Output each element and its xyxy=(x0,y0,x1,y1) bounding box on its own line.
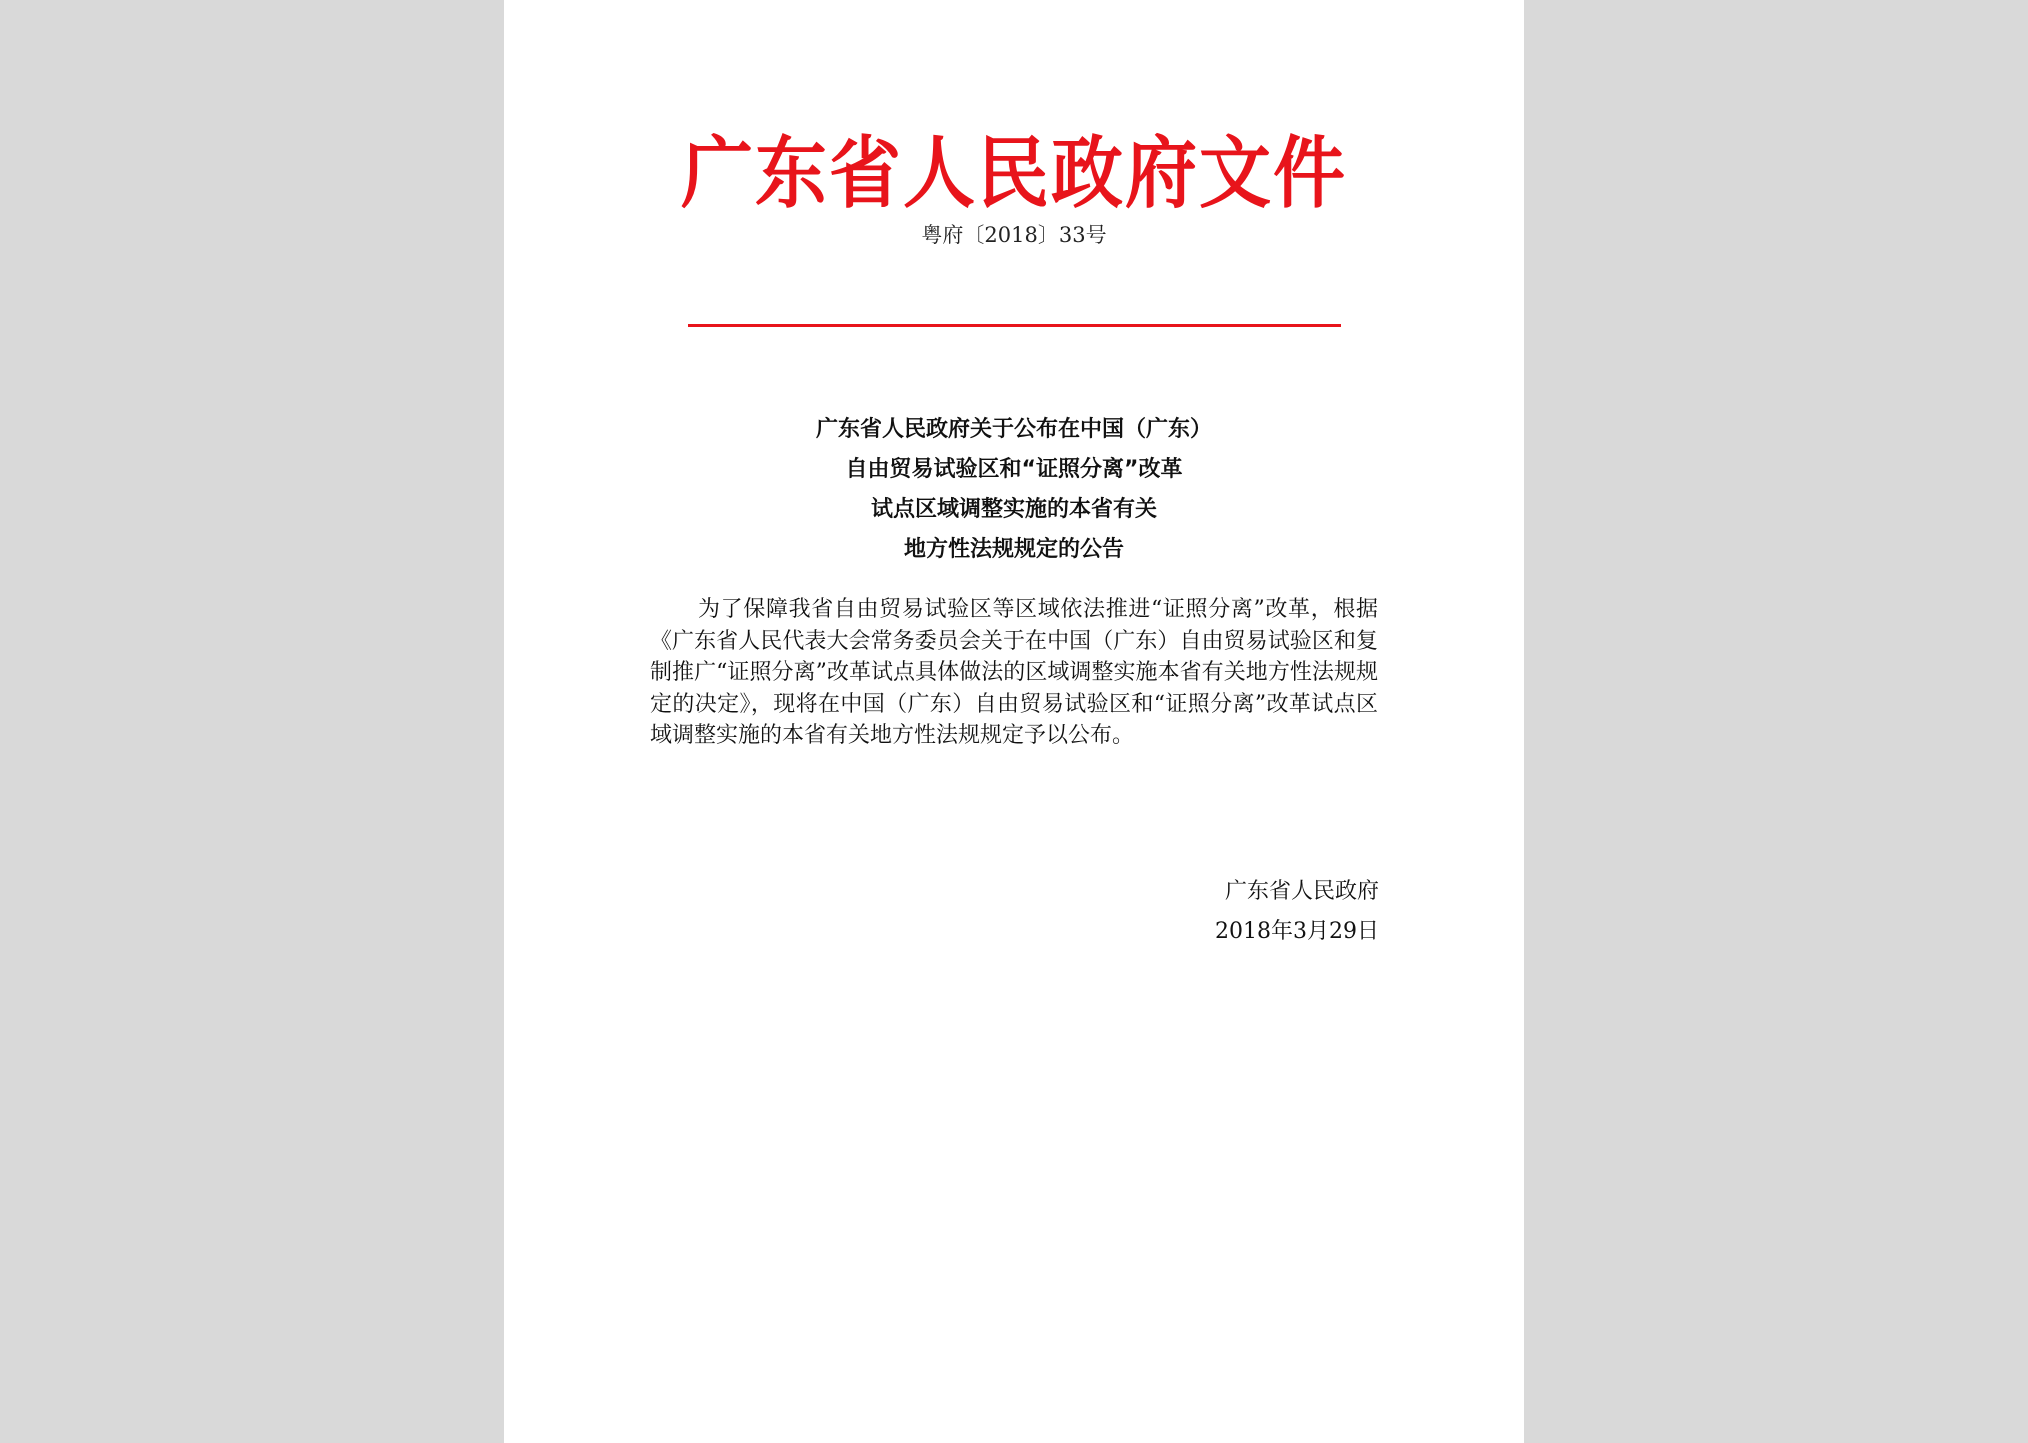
title-line: 广东省人民政府关于公布在中国（广东） xyxy=(815,417,1212,442)
issue-date: 2018年3月29日 xyxy=(1215,919,1379,944)
document-number: 粤府〔2018〕33号 xyxy=(921,223,1107,247)
title-line: 试点区域调整实施的本省有关 xyxy=(870,497,1157,522)
signature-block xyxy=(1215,872,1379,952)
document-page xyxy=(504,0,1524,1443)
document-masthead: 广东省人民政府文件 xyxy=(680,127,1347,219)
title-line: 自由贸易试验区和“证照分离”改革 xyxy=(845,457,1183,482)
body-paragraph: 为了保障我省自由贸易试验区等区域依法推进“证照分离”改革，根据《广东省人民代表大会常务委员会关于在中国（广东）自由贸易试验区和复制推广“证照分离”改革试点具体做法的区域调整实施本省有关地方性法规规定的决定》，现将在中国（广东）自由贸易试验区和“证照分离”改革试点区域调整实施的本省有关地方性法规规定予以公布。 xyxy=(650,597,1378,748)
red-divider-line xyxy=(688,324,1341,327)
document-title xyxy=(504,410,1524,570)
title-line: 地方性法规规定的公告 xyxy=(903,537,1124,562)
issuer-name: 广东省人民政府 xyxy=(1224,879,1379,904)
